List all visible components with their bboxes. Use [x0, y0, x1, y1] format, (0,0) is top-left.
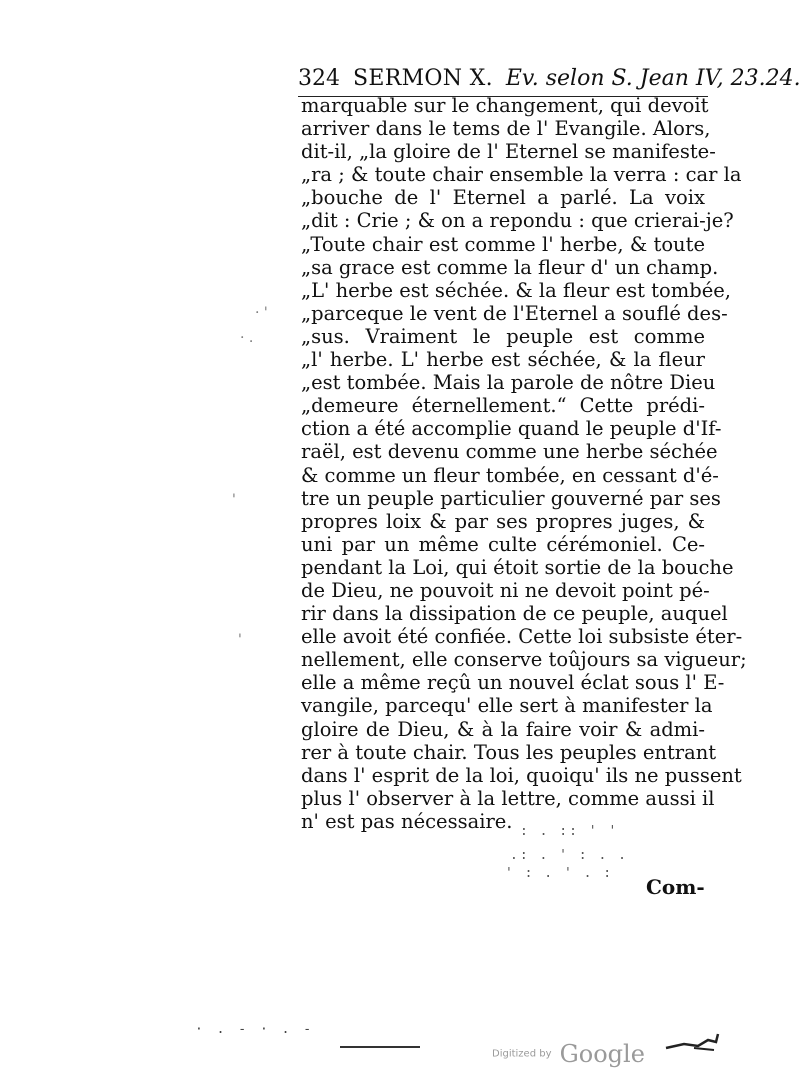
text-line: propres loix & par ses propres juges, & — [301, 509, 705, 533]
text-line: elle avoit été confiée. Cette loi subsiste éter- — [301, 625, 743, 649]
text-line: „parceque le vent de l'Eternel a souflé des- — [301, 301, 728, 325]
signature-mark-icon — [664, 1030, 720, 1054]
text-line: gloire de Dieu, & à la faire voir & admi- — [301, 717, 705, 741]
text-line: „sus. Vraiment le peuple est comme — [301, 324, 705, 348]
text-line: „demeure éternellement.“ Cette prédi- — [301, 394, 705, 418]
text-line: nellement, elle conserve toûjours sa vigueur; — [301, 648, 747, 672]
footer-rule — [340, 1046, 420, 1048]
margin-speck: ' — [232, 492, 236, 508]
text-line: rir dans la dissipation de ce peuple, auquel — [301, 602, 728, 626]
text-line: „ra ; & toute chair ensemble la verra : car la — [301, 163, 742, 187]
page-number: 324 — [298, 66, 340, 91]
bleed-through-speckle: ' : . ' . : — [505, 866, 614, 881]
text-line: rer à toute chair. Tous les peuples entrant — [301, 740, 717, 764]
text-line: dit-il, „la gloire de l' Eternel se manifeste- — [301, 140, 716, 164]
margin-speck: · ' — [255, 305, 268, 321]
text-line: de Dieu, ne pouvoit ni ne devoit point pé- — [301, 578, 710, 602]
margin-speck: · . — [240, 330, 254, 346]
text-line: „l' herbe. L' herbe est séchée, & la fleur — [301, 348, 705, 372]
text-line: pendant la Loi, qui étoit sortie de la bouche — [301, 555, 734, 579]
sermon-title: SERMON X. — [353, 66, 493, 91]
text-line: plus l' observer à la lettre, comme aussi il — [301, 786, 715, 810]
text-line: „dit : Crie ; & on a repondu : que crierai-je? — [301, 209, 734, 233]
text-line: ction a été accomplie quand le peuple d'If- — [301, 417, 722, 441]
scripture-reference: Ev. selon S. Jean IV, 23.24. — [505, 66, 801, 91]
google-logo-text: Google — [559, 1040, 645, 1068]
text-line: „L' herbe est séchée. & la fleur est tombée, — [301, 278, 731, 302]
text-line: „Toute chair est comme l' herbe, & toute — [301, 232, 705, 256]
text-line: arriver dans le tems de l' Evangile. Alors, — [301, 117, 711, 141]
text-line: uni par un même culte cérémoniel. Ce- — [301, 532, 705, 556]
text-line: dans l' esprit de la loi, quoiqu' ils ne pussent — [301, 763, 742, 787]
footer-speckles: · . - · . - — [195, 1022, 315, 1037]
running-header — [298, 62, 801, 97]
text-line: „sa grace est comme la fleur d' un champ. — [301, 255, 719, 279]
watermark-prefix: Digitized by — [492, 1048, 552, 1060]
catchword: Com- — [646, 875, 705, 899]
text-line: „bouche de l' Eternel a parlé. La voix — [301, 186, 705, 210]
bleed-through-speckle: : . :: ' ' — [520, 824, 619, 839]
sermon-text — [301, 94, 747, 833]
text-line: tre un peuple particulier gouverné par ses — [301, 486, 721, 510]
text-line: vangile, parcequ' elle sert à manifester la — [301, 694, 713, 718]
text-line: raël, est devenu comme une herbe séchée — [301, 440, 718, 464]
bleed-through-speckle: .: . ' : . . — [510, 848, 628, 863]
digitization-watermark — [492, 1040, 645, 1068]
text-line: n' est pas nécessaire. — [301, 809, 513, 833]
text-line: & comme un fleur tombée, en cessant d'é- — [301, 463, 719, 487]
text-line: „est tombée. Mais la parole de nôtre Dieu — [301, 371, 716, 395]
margin-speck: ' — [238, 632, 242, 648]
text-line: marquable sur le changement, qui devoit — [301, 94, 709, 117]
text-line: elle a même reçû un nouvel éclat sous l' E- — [301, 671, 725, 695]
